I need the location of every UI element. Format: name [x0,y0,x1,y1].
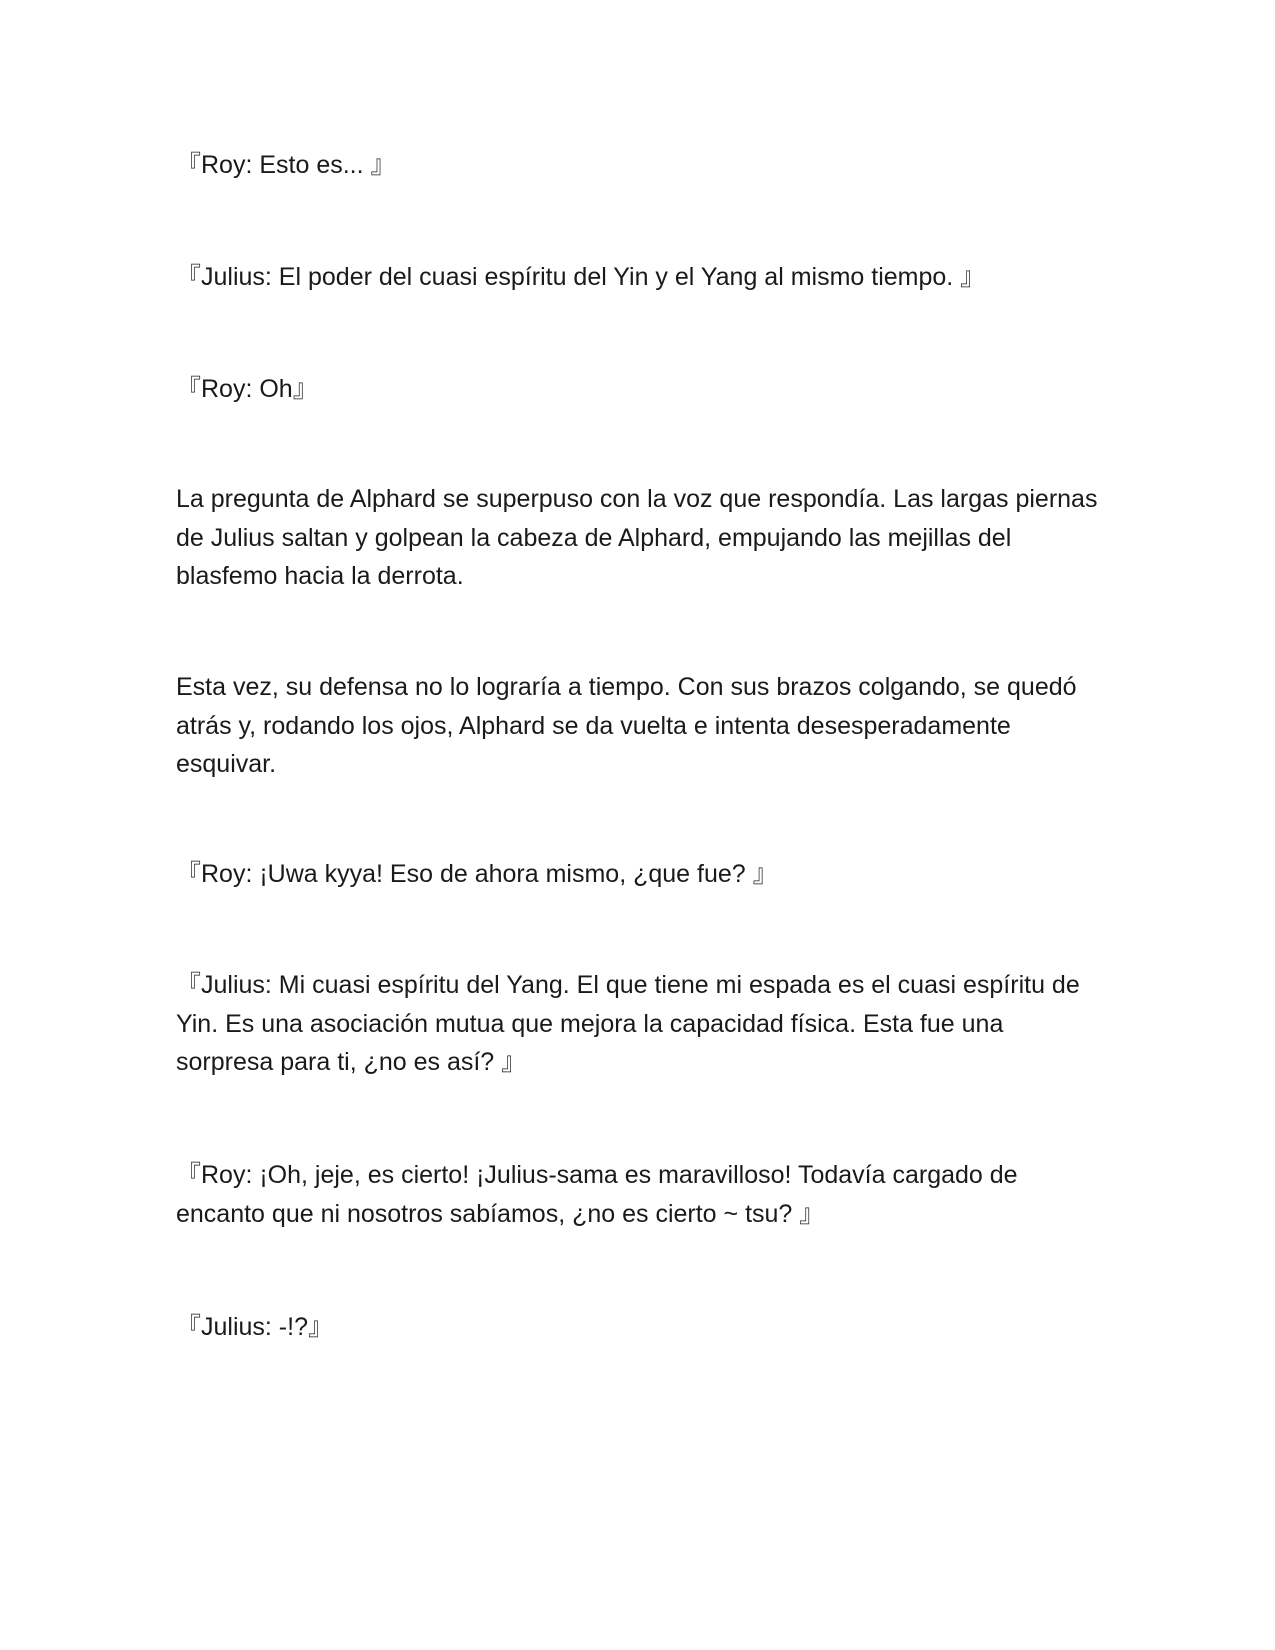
dialogue-julius-2: 『Julius: Mi cuasi espíritu del Yang. El que tiene mi espada es el cuasi espíritu de Yin. Es una asociación mutua que mejora la capacidad física. Esta fue una sorpresa para ti, ¿no es así? 』 [176,971,1080,1076]
narration-paragraph-2: Esta vez, su defensa no lo lograría a tiempo. Con sus brazos colgando, se quedó atrás y, rodando los ojos, Alphard se da vuelta e intenta desesperadamente esquivar. [176,673,1077,778]
dialogue-roy-2: 『Roy: Oh』 [176,375,318,403]
dialogue-roy-1: 『Roy: Esto es... 』 [176,151,396,179]
dialogue-julius-1: 『Julius: El poder del cuasi espíritu del Yin y el Yang al mismo tiempo. 』 [176,263,986,291]
dialogue-roy-4: 『Roy: ¡Oh, jeje, es cierto! ¡Julius-sama es maravilloso! Todavía cargado de encanto que ni nosotros sabíamos, ¿no es cierto ~ tsu? 』 [176,1161,1018,1228]
dialogue-julius-3: 『Julius: -!?』 [176,1313,333,1341]
dialogue-roy-3: 『Roy: ¡Uwa kyya! Eso de ahora mismo, ¿que fue? 』 [176,860,778,888]
narration-paragraph-1: La pregunta de Alphard se superpuso con la voz que respondía. Las largas piernas de Julius saltan y golpean la cabeza de Alphard, empujando las mejillas del blasfemo hacia la derrota. [176,485,1098,590]
